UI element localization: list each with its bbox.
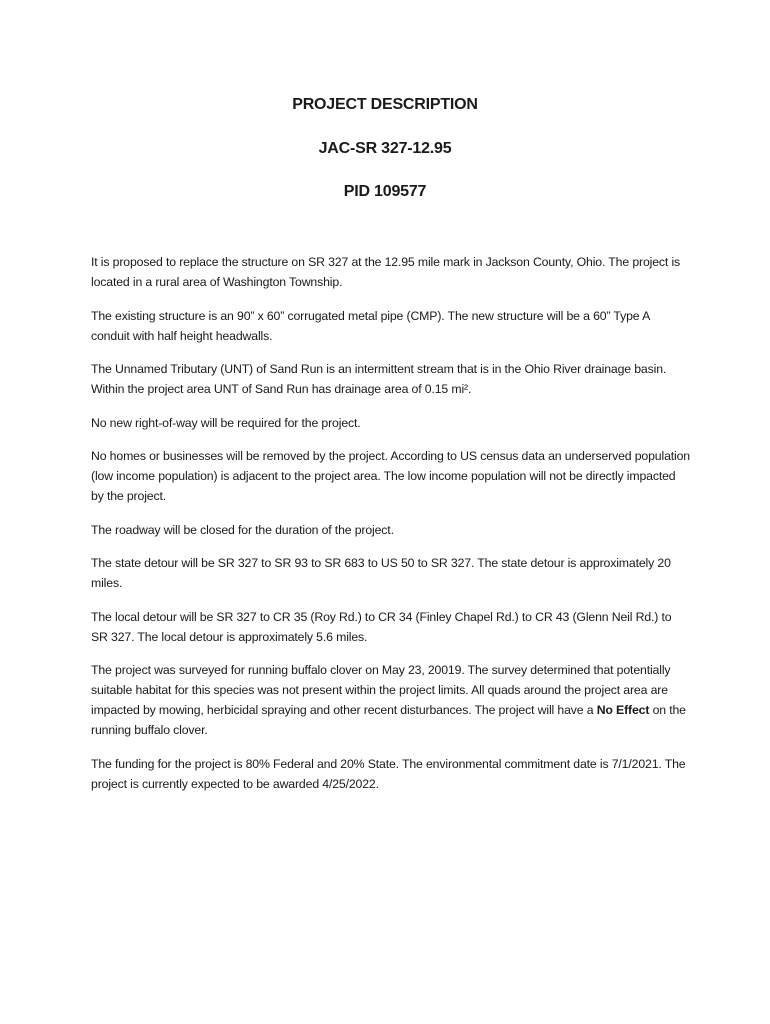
paragraph-population: No homes or businesses will be removed by the project. According to US census data an underserved population (low income population) is adjacent to the project area. The low income population will not be directly impacted by the project. [91, 449, 690, 503]
paragraph-local-detour: The local detour will be SR 327 to CR 35 (Roy Rd.) to CR 34 (Finley Chapel Rd.) to CR 43 (Glenn Neil Rd.) to SR 327. The local detour is approximately 5.6 miles. [91, 609, 672, 644]
paragraph-buffalo-clover [91, 660, 691, 740]
paragraph-stream: The Unnamed Tributary (UNT) of Sand Run is an intermittent stream that is in the Ohio River drainage basin. Within the project area UNT of Sand Run has drainage area of 0.15 mi². [91, 362, 667, 396]
no-effect-emphasis: No Effect [596, 703, 650, 717]
buffalo-clover-text-start: The project was surveyed for running buffalo clover on May 23, 20019. The survey determined that potentially suitable habitat for this species was not present within the project limits. All quads around the project area are impacted by mowing, herbicidal spraying and other recent disturbances. The project will have a [91, 663, 671, 717]
document-title: PROJECT DESCRIPTION [292, 96, 478, 113]
paragraph-location: It is proposed to replace the structure on SR 327 at the 12.95 mile mark in Jackson County, Ohio. The project is located in a rural area of Washington Township. [91, 255, 681, 289]
paragraph-structure: The existing structure is an 90” x 60” corrugated metal pipe (CMP). The new structure will be a 60” Type A conduit with half height headwalls. [91, 308, 650, 343]
buffalo-clover-text-end: on the running buffalo clover. [91, 703, 686, 737]
project-pid: PID 109577 [343, 183, 427, 200]
project-code: JAC-SR 327-12.95 [318, 140, 452, 157]
paragraph-state-detour: The state detour will be SR 327 to SR 93 to SR 683 to US 50 to SR 327. The state detour is approximately 20 miles. [91, 556, 671, 590]
paragraph-right-of-way: No new right-of-way will be required for the project. [91, 415, 361, 430]
paragraph-funding: The funding for the project is 80% Federal and 20% State. The environmental commitment date is 7/1/2021. The project is currently expected to be awarded 4/25/2022. [91, 756, 686, 791]
project-description-body [91, 252, 691, 807]
paragraph-roadway-closure: The roadway will be closed for the duration of the project. [91, 522, 394, 537]
